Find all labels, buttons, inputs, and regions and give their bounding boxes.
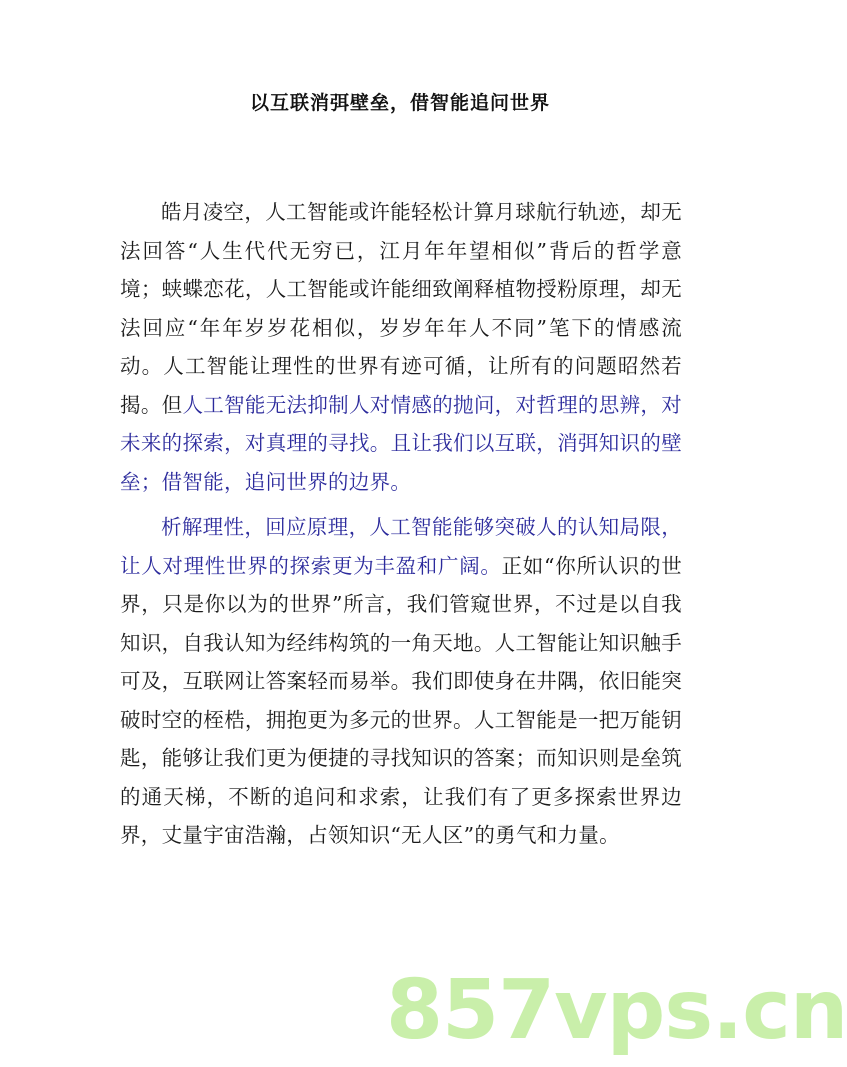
paragraph-1-highlight: 人工智能无法抑制人对情感的抛问，对哲理的思辨，对未来的探索，对真理的寻找。且让我们以互联，消弭知识的壁垒；借智能，追问世界的边界。: [120, 392, 682, 494]
paragraph-2-text: 正如“你所认识的世界，只是你以为的世界”所言，我们管窥世界，不过是以自我知识，自我认知为经纬构筑的一角天地。人工智能让知识触手可及，互联网让答案轻而易举。我们即使身在井隅，依旧能突破时空的桎梏，拥抱更为多元的世界。人工智能是一把万能钥匙，能够让我们更为便捷的寻找知识的答案；而知识则是垒筑的通天梯，不断的追问和求索，让我们有了更多探索世界边界，丈量宇宙浩瀚，占领知识“无人区”的勇气和力量。: [120, 553, 682, 847]
watermark-logo: 857vps.cn: [386, 963, 847, 1058]
page-title: 以互联消弭壁垒，借智能追问世界: [249, 92, 550, 114]
paragraph-1: [120, 193, 682, 501]
paragraph-1-text: 皓月凌空，人工智能或许能轻松计算月球航行轨迹，却无法回答“人生代代无穷已，江月年年望相似”背后的哲学意境；蛱蝶恋花，人工智能或许能细致阐释植物授粉原理，却无法回应“年年岁岁花相似，岁岁年年人不同”笔下的情感流动。人工智能让理性的世界有迹可循，让所有的问题昭然若揭。但: [120, 200, 682, 417]
paragraph-2-highlight: 析解理性，回应原理，人工智能能够突破人的认知局限，让人对理性世界的探索更为丰盈和广阔。: [120, 515, 682, 578]
paragraph-2: [120, 508, 682, 855]
